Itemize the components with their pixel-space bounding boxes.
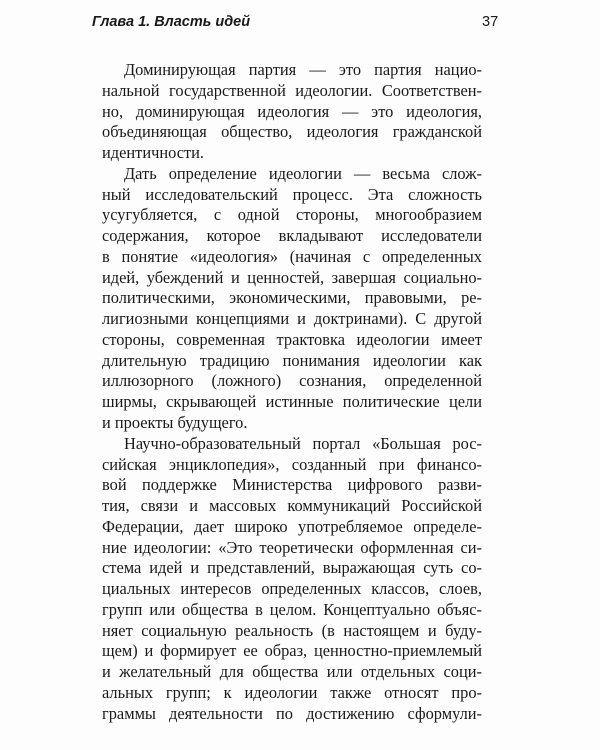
text-line: ный исследовательский процесс. Эта сложность [102, 184, 482, 204]
text-line: сийская энциклопедия», созданный при финансо- [102, 454, 482, 474]
page-number: 37 [482, 14, 499, 30]
text-line: нальной государственной идеологии. Соответствен- [102, 80, 482, 100]
text-line: вой поддержке Министерства цифрового разви- [102, 475, 482, 495]
text-line: Федерации, дает широко употребляемое определе- [102, 516, 482, 536]
text-line: и проекты будущего. [102, 413, 248, 433]
text-line: щем) и формирует ее образ, ценностно-приемлемый [102, 641, 482, 661]
text-line: Доминирующая партия — это партия нацио- [124, 60, 482, 79]
text-line: групп или общества в целом. Концептуально объяс- [102, 599, 482, 619]
text-line: усугубляется, с одной стороны, многообразием [102, 205, 482, 225]
text-line: иллюзорного (ложного) сознания, определенной [102, 371, 482, 391]
text-line: политическими, экономическими, правовыми, ре- [102, 288, 482, 308]
text-line: стороны, современная трактовка идеологии имеет [102, 329, 482, 349]
text-line: содержания, которое вкладывают исследователи [102, 226, 482, 246]
text-line: циальных интересов определенных классов, слоев, [102, 579, 482, 599]
text-line: граммы деятельности по достижению сформули- [102, 703, 482, 723]
text-line: ние идеологии: «Это теоретически оформленная си- [102, 537, 482, 557]
text-line: и желательный для общества или отдельных соци- [102, 662, 482, 682]
text-line: идей, убеждений и ценностей, завершая социально- [102, 267, 482, 287]
text-line: длительную традицию понимания идеологии как [102, 350, 482, 370]
text-line: идентичности. [102, 143, 205, 163]
text-line: стема идей и представлений, выражающая суть со- [102, 558, 482, 578]
running-head: Глава 1. Власть идей [92, 14, 251, 30]
text-line: няет социальную реальность (в настоящем и буду- [102, 620, 482, 640]
body-text [102, 60, 482, 725]
text-line: Дать определение идеологии — весьма слож- [124, 163, 482, 183]
text-line: ширмы, скрывающей истинные политические цели [102, 392, 482, 412]
text-line: тия, связи и массовых коммуникаций Российской [102, 496, 482, 516]
text-line: но, доминирующая идеология — это идеология, [102, 101, 482, 121]
text-line: лигиозными концепциями и доктринами). С другой [102, 309, 482, 329]
text-line: объединяющая общество, идеология гражданской [102, 122, 482, 142]
text-line: в понятие «идеология» (начиная с определенных [102, 246, 482, 266]
text-line: Научно-образовательный портал «Большая рос- [124, 433, 482, 453]
text-line: альных групп; к идеологии также относят про- [102, 682, 482, 702]
